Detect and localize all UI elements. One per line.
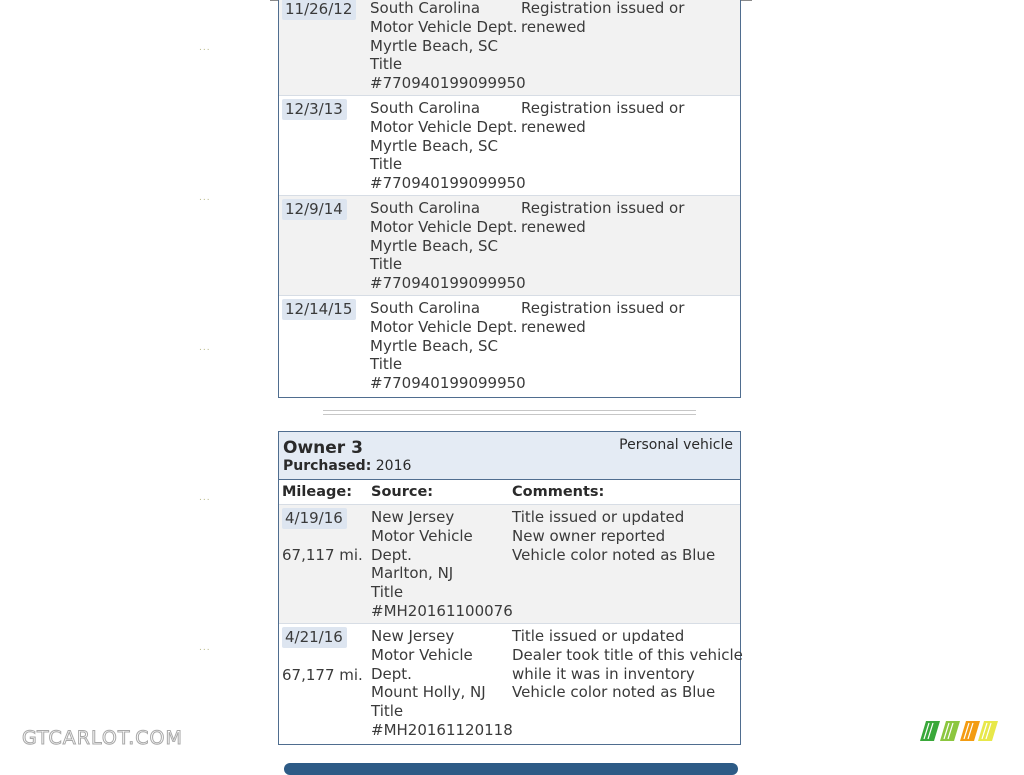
margin-dots: ...	[199, 643, 211, 653]
record-date: 12/14/15	[282, 299, 356, 320]
owner-purchased: Purchased: 2016	[283, 458, 412, 474]
source-header: Source:	[371, 484, 434, 500]
owner-vehicle-type: Personal vehicle	[619, 437, 733, 453]
record-date: 4/21/16	[282, 627, 347, 648]
record-source: South Carolina Motor Vehicle Dept. Myrtle Beach, SC Title #770940199099950	[370, 299, 526, 393]
record-comments: Registration issued or renewed	[521, 0, 685, 36]
record-comments: Registration issued or renewed	[521, 299, 685, 336]
history-row	[279, 296, 740, 397]
record-date: 4/19/16	[282, 508, 347, 529]
record-date: 11/26/12	[282, 0, 356, 20]
margin-dots: ...	[199, 43, 211, 53]
previous-owner-history-panel	[278, 0, 741, 398]
section-divider	[323, 410, 696, 415]
record-date: 12/9/14	[282, 199, 347, 220]
comments-header: Comments:	[512, 484, 605, 500]
margin-dots: ...	[199, 343, 211, 353]
record-comments: Title issued or updated Dealer took title of this vehicle while it was in inventory Vehicle color noted as Blue	[512, 627, 743, 702]
record-date: 12/3/13	[282, 99, 347, 120]
color-stripes-logo-icon	[920, 721, 998, 741]
record-source: South Carolina Motor Vehicle Dept. Myrtle Beach, SC Title #770940199099950	[370, 0, 526, 93]
column-headers	[279, 480, 740, 505]
history-row	[279, 624, 743, 744]
history-row	[279, 196, 740, 296]
record-mileage: 67,117 mi.	[282, 546, 363, 564]
record-comments: Registration issued or renewed	[521, 199, 685, 236]
record-comments: Registration issued or renewed	[521, 99, 685, 136]
margin-dots: ...	[199, 493, 211, 503]
history-row	[279, 96, 740, 196]
record-source: South Carolina Motor Vehicle Dept. Myrtle Beach, SC Title #770940199099950	[370, 99, 526, 193]
record-comments: Title issued or updated New owner reported Vehicle color noted as Blue	[512, 508, 716, 564]
owner-3-panel	[278, 431, 741, 745]
margin-dots: ...	[199, 193, 211, 203]
record-source: New Jersey Motor Vehicle Dept. Mount Holly, NJ Title #MH20161120118	[371, 627, 513, 739]
record-mileage: 67,177 mi.	[282, 666, 363, 684]
owner-title: Owner 3	[283, 438, 363, 458]
mileage-header: Mileage:	[282, 484, 353, 500]
gtcarlot-watermark: GTCARLOT.COM	[22, 727, 183, 749]
history-row	[279, 0, 740, 96]
record-source: South Carolina Motor Vehicle Dept. Myrtle Beach, SC Title #770940199099950	[370, 199, 526, 293]
next-section-header-edge	[284, 763, 738, 775]
history-row	[279, 505, 740, 624]
record-source: New Jersey Motor Vehicle Dept. Marlton, NJ Title #MH20161100076	[371, 508, 513, 620]
owner-header	[279, 432, 740, 480]
